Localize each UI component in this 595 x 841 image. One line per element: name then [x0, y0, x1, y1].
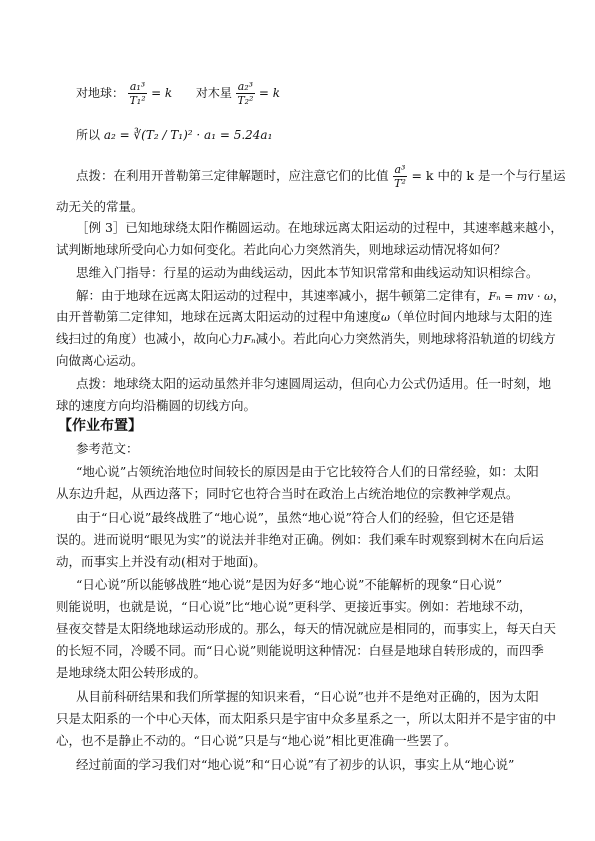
- essay-p3-line2: 则能说明，也就是说，“日心说”比“地心说”更科学、更接近事实。例如：若地球不动，: [56, 599, 532, 614]
- omega-symbol: ω: [381, 311, 390, 324]
- essay-p3-line4: 的长短不同，冷暖不同。而“日心说”则能说明这种情况：白昼是地球自转形成的，而四季: [56, 643, 544, 658]
- tip2-line1: 点拨：地球绕太阳的运动虽然并非匀速圆周运动，但向心力公式仍适用。任一时刻，地: [76, 376, 552, 391]
- tip1-line2: 动无关的常量。: [56, 199, 144, 214]
- example3-line2: 试判断地球所受向心力如何变化。若此向心力突然消失，则地球运动情况将如何？: [56, 242, 507, 257]
- essay-p3-line3: 昼夜交替是太阳绕地球运动形成的。那么，每天的情况就应是相同的，而事实上，每天白天: [56, 621, 557, 636]
- force-symbol: Fₙ: [243, 333, 256, 346]
- example3-line1: ［例 3］已知地球绕太阳作椭圆运动。在地球远离太阳运动的过程中，其速率越来越小，: [76, 220, 563, 235]
- essay-p5-line1: 经过前面的学习我们对“地心说”和“日心说”有了初步的认识，事实上从“地心说”: [76, 757, 515, 772]
- reference-label: 参考范文：: [76, 441, 139, 456]
- essay-p2-line1: 由于“日心说”最终战胜了“地心说”，虽然“地心说”符合人们的经验，但它还是错: [76, 510, 515, 525]
- earth-label: 对地球：: [76, 86, 125, 100]
- essay-p4-line2: 只是太阳系的一个中心天体，而太阳系只是宇宙中众多星系之一，所以太阳并不是宇宙的中: [56, 711, 557, 726]
- jupiter-label: 对木星: [195, 86, 232, 100]
- essay-p3-line1: “日心说”所以能够战胜“地心说”是因为好多“地心说”不能解析的现象“日心说”: [76, 577, 503, 592]
- essay-p1-line2: 从东边升起，从西边落下；同时它也符合当时在政治上占统治地位的宗教神学观点。: [56, 486, 519, 501]
- solution-line1: 解：由于地球在远离太阳运动的过程中，其速率减小，据牛顿第二定律有，Fₙ = mv · ω，: [76, 288, 566, 303]
- so-label: 所以: [76, 128, 101, 142]
- so-formula-line: [76, 126, 272, 143]
- solution-line4: 向做离心运动。: [56, 353, 144, 368]
- solution-line3: 线扫过的角度）也减小，故向心力Fₙ减小。若此向心力突然消失，则地球将沿轨道的切线方: [56, 331, 556, 346]
- essay-p2-line3: 动，而事实上并没有动(相对于地面)。: [56, 554, 266, 569]
- essay-p2-line2: 误的。进而说明“眼见为实”的说法并非绝对正确。例如：我们乘车时观察到树木在向后运: [56, 532, 544, 547]
- earth-fraction: $\frac{\text{a₁³}}{\text{T₁²}}$: [129, 80, 146, 107]
- thinking-hint: 思维入门指导：行星的运动为曲线运动，因此本节知识常常和曲线运动知识相综合。: [76, 265, 539, 280]
- jupiter-fraction: $\frac{\text{a₂³}}{\text{T₂²}}$: [237, 80, 254, 107]
- newton-formula: Fₙ = mv · ω: [488, 290, 553, 303]
- tip1-fraction: $\frac{\text{a³}}{\text{T²}}$: [394, 163, 406, 190]
- earth-equals-k: = k: [151, 86, 173, 100]
- jupiter-equals-k: = k: [258, 86, 281, 100]
- essay-p4-line1: 从目前科研结果和我们所掌握的知识来看，“日心说”也并不是绝对正确的，因为太阳: [76, 689, 539, 704]
- solution-line2: 由开普勒第二定律知，地球在远离太阳运动的过程中角速度ω（单位时间内地球与太阳的连: [56, 309, 553, 324]
- so-expression: a₂ = ∛(T₂ / T₁)² · a₁ = 5.24a₁: [103, 128, 273, 142]
- essay-p3-line5: 是地球绕太阳公转形成的。: [56, 665, 207, 680]
- essay-p4-line3: 心，也不是静止不动的。“日心说”只是与“地心说”相比更准确一些罢了。: [56, 733, 457, 748]
- essay-p1-line1: “地心说”占领统治地位时间较长的原因是由于它比较符合人们的日常经验，如：太阳: [76, 464, 539, 479]
- tip2-line2: 球的速度方向均沿椭圆的切线方向。: [56, 398, 257, 413]
- homework-heading: 【作业布置】: [58, 418, 142, 434]
- tip1-line1: 点拨：在利用开普勒第三定律解题时，应注意它们的比值 $\frac{\text{a³}}{\text{T²}}$ = k 中的 k 是一个与行星运: [76, 163, 566, 190]
- kepler-formula-line: [76, 80, 280, 107]
